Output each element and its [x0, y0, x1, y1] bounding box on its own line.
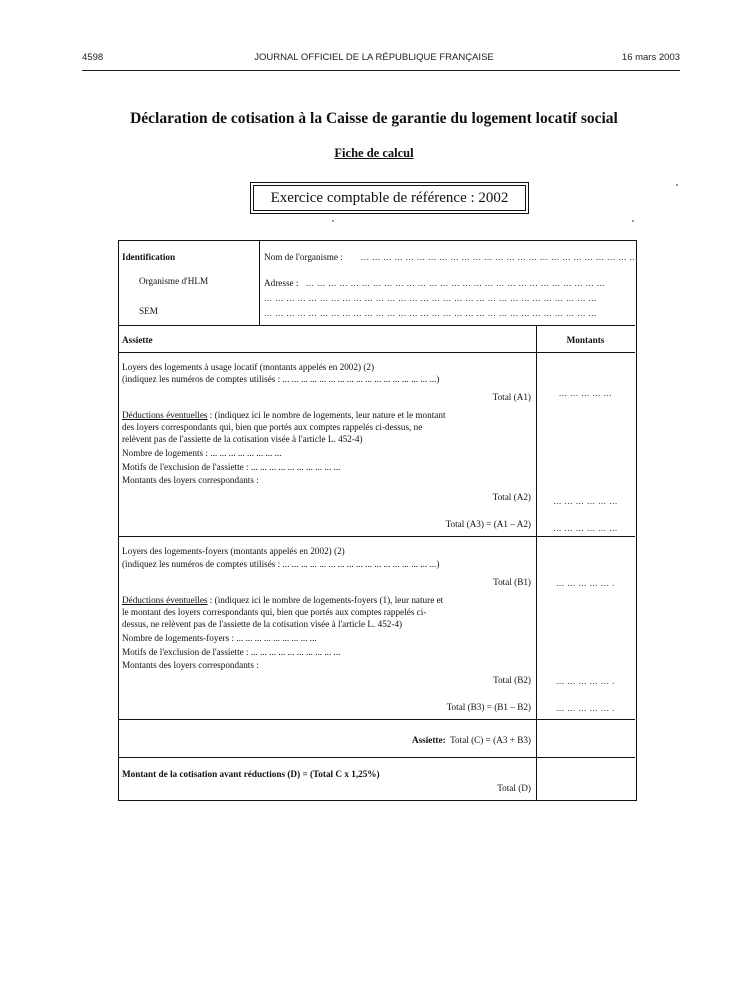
- s1-line2: (indiquez les numéros de comptes utilisés : ... ... ... ... ... ... ... ... ... ... ... ... ... ... ... ... ...): [122, 374, 440, 384]
- row-divider: [119, 757, 635, 758]
- s1-deductions-line3: relèvent pas de l'assiette de la cotisation visée à l'article L. 452-4): [122, 434, 363, 444]
- row-divider: [119, 719, 635, 720]
- nom-field[interactable]: ... ... ... ... ... ... ... ... ... ... ... ... ... ... ... ... ... ... ... ... ... ... ... ... ...: [361, 252, 638, 262]
- s2-nombre: Nombre de logements-foyers : ... ... ... ... ... ... ... ... ...: [122, 633, 317, 643]
- journal-title: JOURNAL OFFICIEL DE LA RÉPUBLIQUE FRANÇAISE: [254, 52, 494, 63]
- adresse-label: Adresse :: [264, 278, 299, 288]
- speck: [632, 220, 634, 222]
- assiette-total: [319, 735, 531, 746]
- form-title: Déclaration de cotisation à la Caisse de garantie du logement locatif social: [130, 110, 618, 127]
- adresse-field-2[interactable]: ... ... ... ... ... ... ... ... ... ... ... ... ... ... ... ... ... ... ... ... ... ... ... ... ... ... ... ... ... ...: [264, 293, 597, 303]
- total-a3-label: Total (A3) = (A1 – A2): [445, 519, 531, 529]
- amount-b1[interactable]: ... ... ... ... ... .: [556, 578, 615, 588]
- form-subtitle: Fiche de calcul: [334, 146, 414, 160]
- total-b2-label: Total (B2): [493, 675, 531, 685]
- assiette-total-formula: Total (C) = (A3 + B3): [450, 735, 531, 745]
- organisme-label: Organisme d'HLM: [139, 276, 209, 286]
- exercice-box: Exercice comptable de référence : 2002: [253, 185, 526, 211]
- s2-montants: Montants des loyers correspondants :: [122, 660, 259, 670]
- id-divider: [259, 241, 260, 325]
- s2-deductions-line3: dessus, ne relèvent pas de l'assiette de la cotisation visée à l'article L. 452-4): [122, 619, 403, 629]
- cotisation-label: Montant de la cotisation avant réductions (D) = (Total C x 1,25%): [122, 769, 380, 779]
- amount-b2[interactable]: ... ... ... ... ... .: [556, 676, 615, 686]
- amount-a1[interactable]: ... ... ... ... ...: [558, 388, 613, 398]
- s2-motifs: Motifs de l'exclusion de l'assiette : ... ... ... ... ... ... ... ... ... ...: [122, 647, 341, 657]
- nom-label: Nom de l'organisme :: [264, 252, 343, 262]
- total-a1-label: Total (A1): [492, 392, 531, 402]
- s2-deductions-text: : (indiquez ici le nombre de logements-foyers (1), leur nature et: [207, 595, 444, 605]
- assiette-heading: Assiette: [122, 335, 153, 345]
- s1-deductions-line2: des loyers correspondants qui, bien que portés aux comptes rappelés ci-dessus, ne: [122, 422, 423, 432]
- s2-line2: (indiquez les numéros de comptes utilisés : ... ... ... ... ... ... ... ... ... ... ... ... ... ... ... ... ...): [122, 559, 440, 569]
- row-divider: [119, 325, 635, 326]
- adresse-field-1[interactable]: ... ... ... ... ... ... ... ... ... ... ... ... ... ... ... ... ... ... ... ... ... ... ... ... ... ... ...: [306, 278, 606, 288]
- s1-deductions-text: : (indiquez ici le nombre de logements, leur nature et le montant: [207, 410, 446, 420]
- amount-b3[interactable]: ... ... ... ... ... .: [556, 703, 615, 713]
- assiette-total-label: Assiette:: [411, 735, 446, 745]
- sem-label: SEM: [139, 306, 158, 316]
- speck: [332, 220, 334, 222]
- row-divider: [119, 352, 635, 353]
- s2-deductions-line1: [122, 595, 443, 606]
- total-b3-label: Total (B3) = (B1 – B2): [446, 702, 531, 712]
- form-table: [118, 240, 637, 801]
- adresse-field-3[interactable]: ... ... ... ... ... ... ... ... ... ... ... ... ... ... ... ... ... ... ... ... ... ... ... ... ... ... ... ... ... ...: [264, 308, 597, 318]
- header-rule: [82, 70, 680, 71]
- issue-date: 16 mars 2003: [621, 52, 680, 63]
- amount-a3[interactable]: ... ... ... ... ... ...: [553, 523, 618, 533]
- identification-heading: Identification: [122, 252, 176, 262]
- speck: [676, 184, 678, 186]
- s2-deductions-line2: le montant des loyers correspondants qui, bien que portés aux comptes rappelés ci-: [122, 607, 427, 617]
- s1-line1: Loyers des logements à usage locatif (montants appelés en 2002) (2): [122, 362, 375, 372]
- total-d-label: Total (D): [497, 783, 531, 793]
- s1-nombre: Nombre de logements : ... ... ... ... ... ... ... ...: [122, 448, 282, 458]
- amount-a2[interactable]: ... ... ... ... ... ...: [553, 496, 618, 506]
- s1-montants: Montants des loyers correspondants :: [122, 475, 259, 485]
- s1-deductions-label: Déductions éventuelles: [122, 410, 208, 420]
- s1-deductions-line1: [122, 410, 446, 421]
- s2-deductions-label: Déductions éventuelles: [122, 595, 208, 605]
- row-divider: [119, 536, 635, 537]
- page-number: 4598: [82, 52, 104, 63]
- s2-line1: Loyers des logements-foyers (montants appelés en 2002) (2): [122, 546, 345, 556]
- montants-heading: Montants: [566, 335, 605, 345]
- total-b1-label: Total (B1): [493, 577, 531, 587]
- s1-motifs: Motifs de l'exclusion de l'assiette : ... ... ... ... ... ... ... ... ... ...: [122, 462, 341, 472]
- total-a2-label: Total (A2): [492, 492, 531, 502]
